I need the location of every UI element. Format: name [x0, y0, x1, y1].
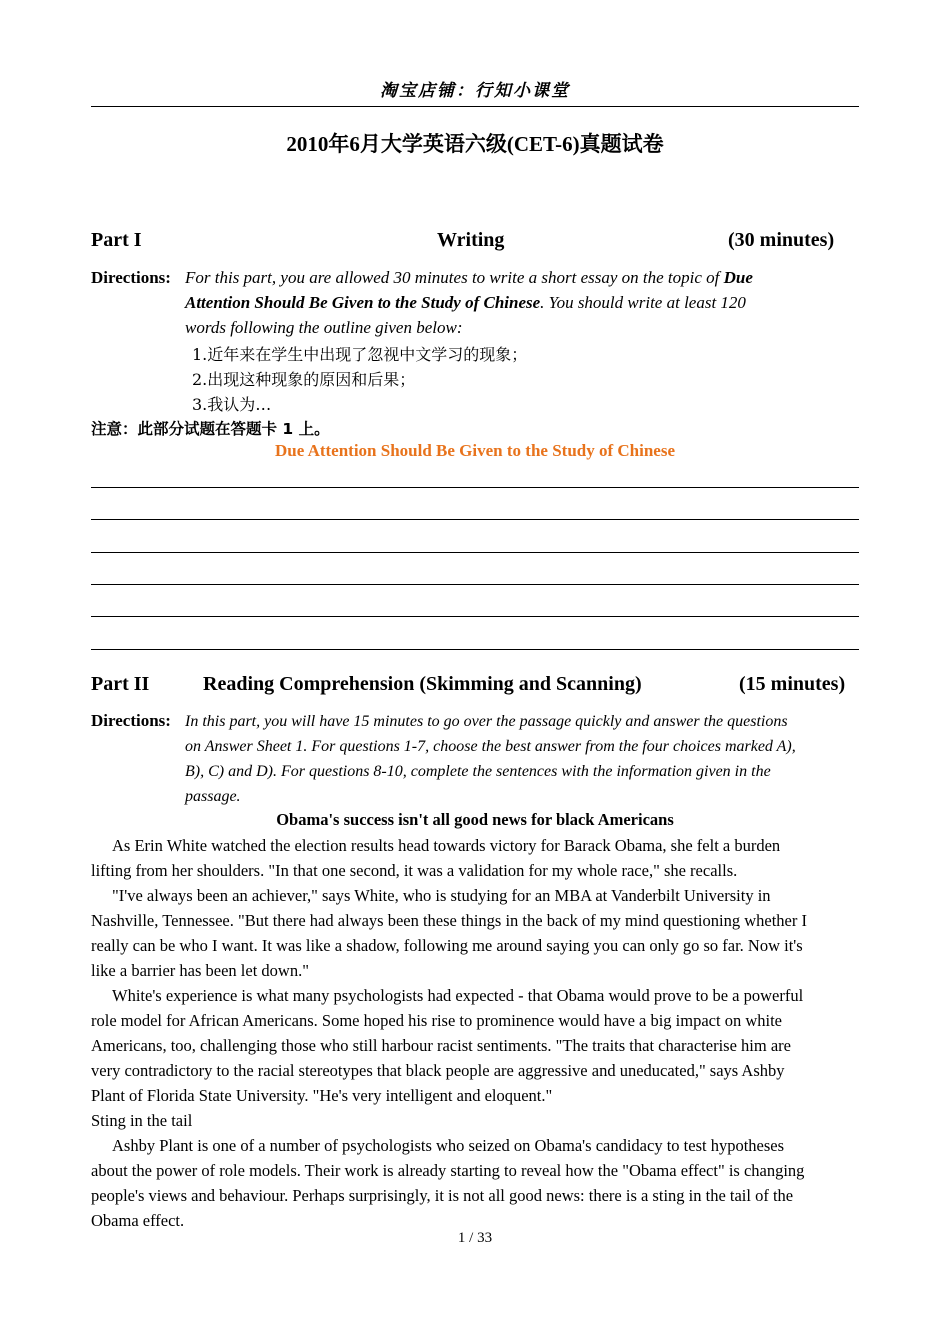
- part1-label: Part I: [91, 229, 142, 251]
- essay-title: Due Attention Should Be Given to the Study of Chinese: [274, 441, 676, 460]
- paragraph-line: like a barrier has been let down.": [91, 961, 309, 980]
- paragraph-line: "I've always been an achiever," says White, who is studying for an MBA at Vanderbilt University in: [112, 886, 771, 905]
- paragraph-line: Nashville, Tennessee. "But there had always been these things in the back of my mind questioning whether I: [91, 911, 807, 930]
- part2-directions-line: B), C) and D). For questions 8-10, complete the sentences with the information given in the: [185, 763, 771, 780]
- paragraph-line: Plant of Florida State University. "He's very intelligent and eloquent.": [91, 1086, 553, 1105]
- part1-directions-label: Directions:: [91, 268, 171, 287]
- subheading: Sting in the tail: [91, 1111, 193, 1130]
- outline-item: 1.近年来在学生中出现了忽视中文学习的现象；: [192, 345, 528, 364]
- directions-text: . You should write at least 120: [540, 293, 746, 312]
- topic-emphasis: Attention Should Be Given to the Study of Chinese: [185, 293, 541, 312]
- paragraph-line: people's views and behaviour. Perhaps surprisingly, it is not all good news: there is a sting in the tail of the: [91, 1186, 794, 1205]
- paragraph-line: Obama effect.: [91, 1211, 185, 1230]
- writing-line: [91, 616, 859, 617]
- writing-line: [91, 519, 859, 520]
- writing-line: [91, 649, 859, 650]
- paragraph-line: really can be who I want. It was like a shadow, following me around saying you can only go so far. Now it's: [91, 936, 803, 955]
- paragraph-line: Ashby Plant is one of a number of psychologists who seized on Obama's candidacy to test hypotheses: [112, 1136, 785, 1155]
- outline-item: 3.我认为…: [192, 395, 272, 414]
- paragraph-line: Americans, too, challenging those who still harbour racist sentiments. "The traits that characterise him are: [91, 1036, 791, 1055]
- paragraph-line: White's experience is what many psychologists had expected - that Obama would prove to be a powerful: [112, 986, 804, 1005]
- directions-text: For this part, you are allowed 30 minutes to write a short essay on the topic of: [185, 268, 724, 287]
- outline-item: 2.出现这种现象的原因和后果；: [192, 370, 416, 389]
- article-title: Obama's success isn't all good news for black Americans: [276, 810, 674, 829]
- part1-directions-line2: [185, 290, 746, 315]
- topic-emphasis: Due: [723, 268, 753, 287]
- header-divider: [91, 106, 859, 107]
- paragraph-line: very contradictory to the racial stereotypes that black people are aggressive and uneducated," says Ashby: [91, 1061, 785, 1080]
- part2-directions-line: on Answer Sheet 1. For questions 1-7, choose the best answer from the four choices marked A),: [185, 738, 796, 755]
- part1-directions-line3: words following the outline given below:: [185, 318, 463, 337]
- writing-line: [91, 552, 859, 553]
- part2-name: Reading Comprehension (Skimming and Scanning): [203, 673, 642, 695]
- part2-time: (15 minutes): [739, 673, 846, 695]
- part1-time: (30 minutes): [728, 229, 835, 251]
- part2-label: Part II: [91, 673, 150, 695]
- part1-name: Writing: [437, 229, 505, 251]
- page-title: 2010年6月大学英语六级(CET-6)真题试卷: [286, 132, 664, 156]
- answer-sheet-note: 注意：此部分试题在答题卡 1 上。: [91, 420, 330, 438]
- paragraph-line: lifting from her shoulders. "In that one second, it was a validation for my whole race," she recalls.: [91, 861, 738, 880]
- part2-directions-line: In this part, you will have 15 minutes to go over the passage quickly and answer the questions: [185, 713, 788, 730]
- part2-directions-label: Directions:: [91, 711, 171, 730]
- page-number: 1 / 33: [457, 1230, 493, 1246]
- writing-line: [91, 584, 859, 585]
- part2-directions-line: passage.: [185, 788, 241, 805]
- paragraph-line: role model for African Americans. Some hoped his rise to prominence would have a big impact on white: [91, 1011, 782, 1030]
- part1-directions-line1: [185, 265, 865, 290]
- writing-line: [91, 487, 859, 488]
- paragraph-line: about the power of role models. Their work is already starting to reveal how the "Obama effect" is changing: [91, 1161, 805, 1180]
- paragraph-line: As Erin White watched the election results head towards victory for Barack Obama, she felt a burden: [112, 836, 781, 855]
- header-brand: 淘宝店铺：行知小课堂: [380, 81, 570, 101]
